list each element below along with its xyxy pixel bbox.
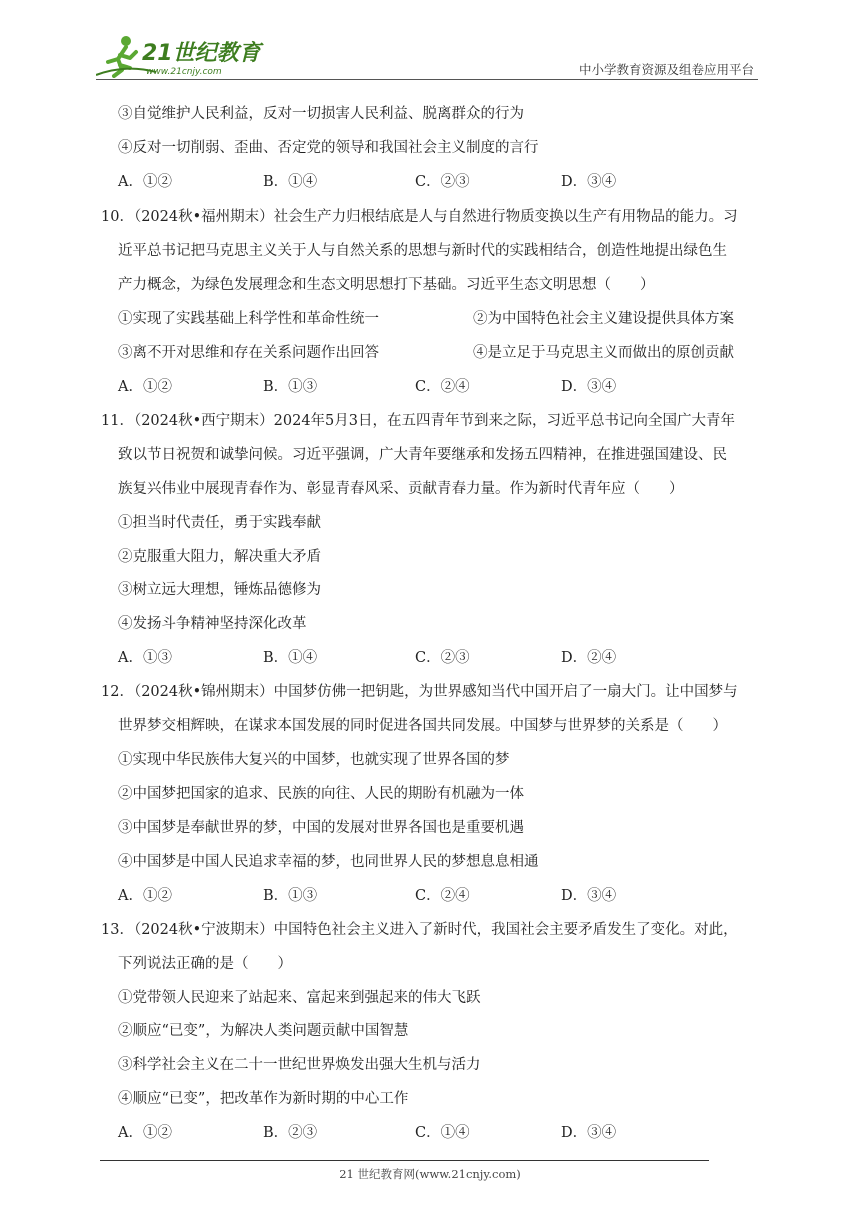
option-b: B．①③ <box>263 888 318 904</box>
option-b: B．①④ <box>263 174 318 190</box>
option-a: A．①② <box>118 174 172 190</box>
q12-stem-line-2: 世界梦交相辉映，在谋求本国发展的同时促进各国共同发展。中国梦与世界梦的关系是（ ） <box>118 718 727 734</box>
q12-stem-line-1: 12．（2024秋•锦州期末）中国梦仿佛一把钥匙，为世界感知当代中国开启了一扇大门。让中国梦与 <box>101 684 738 700</box>
page-header <box>96 30 758 80</box>
option-c: C．②③ <box>415 650 470 666</box>
option-a: A．①② <box>118 1125 172 1141</box>
option-c: C．①④ <box>415 1125 470 1141</box>
q12-statement-1: ①实现中华民族伟大复兴的中国梦，也就实现了世界各国的梦 <box>118 752 510 768</box>
page-footer: 21 世纪教育网(www.21cnjy.com) <box>339 1167 521 1181</box>
q11-stem-line-3: 族复兴伟业中展现青春作为、彰显青春风采、贡献青春力量。作为新时代青年应（ ） <box>118 481 684 497</box>
option-a: A．①② <box>118 888 172 904</box>
option-d: D．③④ <box>561 174 617 190</box>
site-logo <box>96 32 266 78</box>
option-c: C．②③ <box>415 174 470 190</box>
q9-statement-4: ④反对一切削弱、歪曲、否定党的领导和我国社会主义制度的言行 <box>118 140 539 156</box>
option-d: D．②④ <box>561 650 617 666</box>
q9-statement-3: ③自觉维护人民利益，反对一切损害人民利益、脱离群众的行为 <box>118 106 524 122</box>
option-d: D．③④ <box>561 1125 617 1141</box>
q11-statement-1: ①担当时代责任，勇于实践奉献 <box>118 515 321 531</box>
option-d: D．③④ <box>561 379 617 395</box>
q13-stem-line-1: 13．（2024秋•宁波期末）中国特色社会主义进入了新时代，我国社会主要矛盾发生了变化。对此， <box>101 922 738 938</box>
option-b: B．①④ <box>263 650 318 666</box>
option-b: B．②③ <box>263 1125 318 1141</box>
option-c: C．②④ <box>415 379 470 395</box>
option-d: D．③④ <box>561 888 617 904</box>
q13-statement-1: ①党带领人民迎来了站起来、富起来到强起来的伟大飞跃 <box>118 990 481 1006</box>
svg-text:21世纪教育: 21世纪教育 <box>142 41 261 66</box>
q11-statement-4: ④发扬斗争精神坚持深化改革 <box>118 616 307 632</box>
q10-stem-line-1: 10．（2024秋•福州期末）社会生产力归根结底是人与自然进行物质变换以生产有用物品的能力。习 <box>101 209 738 225</box>
q13-stem-line-2: 下列说法正确的是（ ） <box>118 956 292 972</box>
q10-stem-line-3: 产力概念，为绿色发展理念和生态文明思想打下基础。习近平生态文明思想（ ） <box>118 277 655 293</box>
q11-stem-line-2: 致以节日祝贺和诚挚问候。习近平强调，广大青年要继承和发扬五四精神，在推进强国建设、民 <box>118 447 727 463</box>
option-a: A．①② <box>118 379 172 395</box>
footer-divider <box>100 1160 709 1161</box>
q11-statement-2: ②克服重大阻力，解决重大矛盾 <box>118 549 321 565</box>
q11-stem-line-1: 11．（2024秋•西宁期末）2024年5月3日，在五四青年节到来之际，习近平总书记向全国广大青年 <box>101 413 736 429</box>
q12-statement-4: ④中国梦是中国人民追求幸福的梦，也同世界人民的梦想息息相通 <box>118 854 539 870</box>
header-divider <box>96 79 758 80</box>
q10-stem-line-2: 近平总书记把马克思主义关于人与自然关系的思想与新时代的实践相结合，创造性地提出绿色生 <box>118 243 727 259</box>
q10-statement-2: ②为中国特色社会主义建设提供具体方案 <box>473 311 734 327</box>
q12-statement-3: ③中国梦是奉献世界的梦，中国的发展对世界各国也是重要机遇 <box>118 820 524 836</box>
platform-name: 中小学教育资源及组卷应用平台 <box>578 62 754 77</box>
option-b: B．①③ <box>263 379 318 395</box>
option-a: A．①③ <box>118 650 172 666</box>
q13-statement-2: ②顺应“已变”，为解决人类问题贡献中国智慧 <box>118 1023 409 1039</box>
q12-statement-2: ②中国梦把国家的追求、民族的向往、人民的期盼有机融为一体 <box>118 786 524 802</box>
option-c: C．②④ <box>415 888 470 904</box>
q13-statement-3: ③科学社会主义在二十一世纪世界焕发出强大生机与活力 <box>118 1057 481 1073</box>
q11-statement-3: ③树立远大理想，锤炼品德修为 <box>118 582 321 598</box>
svg-text:www.21cnjy.com: www.21cnjy.com <box>146 67 222 77</box>
q10-statement-3: ③离不开对思维和存在关系问题作出回答 <box>118 345 379 361</box>
q10-statement-4: ④是立足于马克思主义而做出的原创贡献 <box>473 345 734 361</box>
q10-statement-1: ①实现了实践基础上科学性和革命性统一 <box>118 311 379 327</box>
q13-statement-4: ④顺应“已变”，把改革作为新时期的中心工作 <box>118 1091 409 1107</box>
